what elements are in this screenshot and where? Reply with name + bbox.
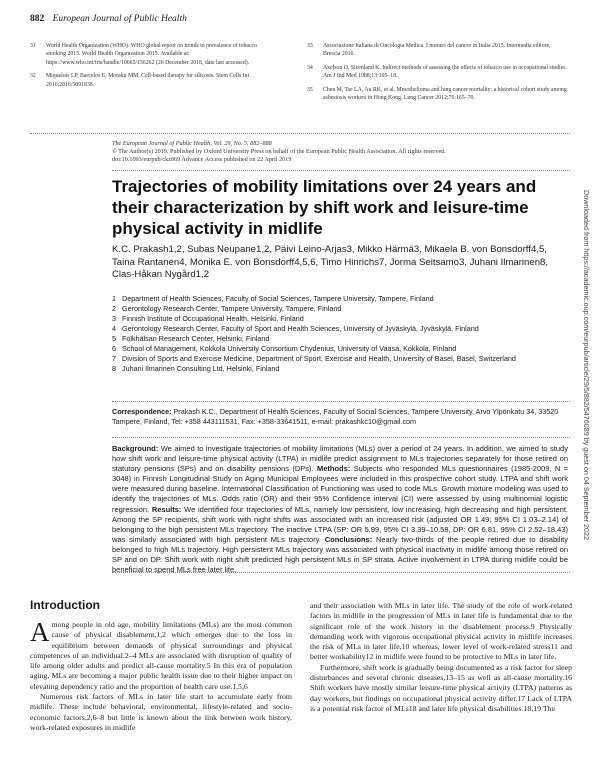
paragraph: and their association with MLs in later life. The study of the role of work-related factors in midlife in the progression of MLs in later life is fundamental due to the significant role of the work history in the disablement process.9 Physically demanding work with vigorous occupational physical activity in midlife increases the risk of MLs in later life,10 whereas, lower level of work-related stress11 and better workability12 in midlife were found to be protective to MLs in later life.: [310, 601, 572, 662]
affiliation-item: 7 Division of Sports and Exercise Medicine, Department of Sport, Exercise and Health, University of Basel, Basel, Switzerland: [112, 354, 516, 363]
reference-item: 31 World Health Organization (WHO). WHO global report on trends in prevalence of tobacco smoking 2015. World Health Organization 2015. Available at: https://www.who.int/iris/handle/10665/156262 (26 December 2018, date last accessed).: [30, 43, 257, 66]
article-title: Trajectories of mobility limitations over 24 years and their characterization by shift work and leisure-time physical activity in midlife: [112, 177, 537, 238]
reference-item: 33 Associazione Italiana di Oncologia Medica. I numeri del cancro in Italia 2015. Intermedia editore, Brescia 2016.: [307, 43, 551, 58]
affiliation-item: 1 Department of Health Sciences, Faculty of Social Sciences, Tampere University, Tampere, Finland: [112, 294, 434, 303]
section-heading: Introduction: [30, 598, 100, 612]
affiliation-item: 2 Gerontology Research Center, Tampere University, Tampere, Finland: [112, 304, 342, 313]
dotted-divider: [112, 572, 570, 573]
paragraph: Among people in old age, mobility limitations (MLs) are the most common cause of physical disablement,1,2 which emerges due to the loss in equilibrium between demands of physical surroundings and physical competences of an individual.2–4 MLs are associated with disruption of quality of life among older adults and predict all-cause mortality.5 In this era of population aging, MLs are becoming a major public health issue due to their higher impact on elevating dependency ratio and the proportion of health care use.1,5,6: [30, 617, 292, 691]
journal-meta: [112, 140, 572, 165]
correspondence: Correspondence: Prakash K.C., Department of Health Sciences, Faculty of Social Sciences, Tampere University, Arvo Ylpönkatu 34, 33520 Tampere, Finland, Tel: +358 443111531, Fax: +358-33641511, e-mail: prakashkc10@gmail.com: [112, 407, 559, 426]
doi-line: doi:10.1093/eurpub/ckz069 Advance Access published on 22 April 2019: [112, 156, 292, 164]
abstract: Background: We aimed to investigate trajectories of mobility limitations (MLs) over a period of 24 years. In addition, we aimed to study how shift work and leisure-time physical activity (LTPA) in midlife predict assignment to MLs trajectories separately for those retired on statutory pensions (SPs) and on disability pensions (DPs). Methods: Subjects who responded MLs questionnaires (1985-2009, N = 3048) in Finnish Longitudinal Study on Aging Municipal Employees were included in this prospective cohort study. LTPA and shift work were measured during baseline. International Classification of Functioning was used to code MLs. Growth mixture modeling was used to identify the trajectories of MLs. Odds ratio (OR) and their 95% Confidence interval (CI) were assessed by using multinomial logistic regression. Results: We identified four trajectories of MLs, namely low persistent, low increasing, high decreasing and high persistent. Among the SP recipients, shift work with night shifts was associated with an increased risk (adjusted OR 1.49; 95% CI 1.03–2.14) of belonging to the high persistent MLs trajectory. The inactive LTPA (SP: OR 5.99, 95% CI 3.39–10.58, DP: OR 6.81, 95% CI 2.52–18.43) was similarly associated with high persistent MLs trajectory. Conclusions: Nearly two-thirds of the people retired due to disability belonged to high MLs trajectory. High persistent MLs trajectory was associated with physical inactivity in midlife among those retired on SP and on DP. Shift work with night shift predicted high persistent MLs in SP strata. Active involvement in LTPA during midlife could be beneficial to spend MLs free later life.: [112, 444, 568, 575]
references-left: [30, 42, 275, 94]
body-column-left: [30, 617, 292, 733]
journal-citation: The European Journal of Public Health, Vol. 29, No. 5, 882–888: [112, 140, 272, 147]
download-watermark: Downloaded from https://academic.oup.com/eurpub/article/29/5/882/5476089 by guest on 04 September 2022: [582, 190, 591, 541]
paragraph: Numerous risk factors of MLs in later life start to accumulate early from midlife. These include behavioral, environmental, lifestyle-related and socio-economic factors,2,6–8 but little is known about the link between work history, work-related exposures in midlife: [30, 692, 292, 732]
reference-item: 32 Miquelois LP, Barcelos E, Moraku MM. Cell-based therapy for silicosis. Stem Cells Int 2016;2016:5091838.: [30, 73, 250, 88]
body-column-right: [310, 601, 572, 714]
affiliation-item: 8 Juhani Ilmarinen Consulting Ltd, Helsinki, Finland: [112, 364, 280, 373]
running-header: [30, 14, 187, 24]
affiliation-list: [112, 294, 567, 374]
affiliation-item: 6 School of Management, Kokkola University Consortium Chydenius, University of Vaasa, Kokkola, Finland: [112, 344, 457, 353]
journal-name: European Journal of Public Health: [52, 14, 187, 24]
paragraph: Furthermore, shift work is gradually being documented as a risk factor for sleep disturbances and several chronic diseases,13–15 as well as all-cause mortality.16 Shift workers have mostly similar leisure-time physical activity (LTPA) patterns as day workers, but findings on occupational physical activity differ.17 Lack of LTPA is a potential risk factor of MLs18 and later life physical disabilities.18,19 The: [310, 662, 572, 713]
page-number: 882: [30, 14, 45, 24]
dotted-divider: [112, 401, 570, 402]
dotted-divider: [112, 170, 570, 171]
affiliation-item: 4 Gerontology Research Center, Faculty of Sport and Health Sciences, University of Jyväskylä, Jyväskylä, Finland: [112, 324, 479, 333]
dotted-divider: [30, 133, 570, 134]
author-list: K.C. Prakash1,2, Subas Neupane1,2, Päivi Leino-Arjas3, Mikko Härmä3, Mikaela B. von Bonsdorff4,5, Taina Rantanen4, Monika E. von Bonsdorff4,5,6, Timo Hinrichs7, Jorma Seitsamo3, Juhani Ilmarinen8, Clas-Håkan Nygård1,2: [112, 244, 549, 280]
reference-item: 35 Chen M, Tse LA, Au RK, et al. Mesothelioma and lung cancer mortality: a historical cohort study among asbestosis workers in Hong Kong. Lung Cancer 2012;76:165–70.: [307, 86, 567, 102]
reference-item: 34 Axelson O, Steenland K. Indirect methods of assessing the effects of tobacco use in occupational studies. Am J Ind Med 1988;13:105–18.: [307, 64, 567, 80]
affiliation-item: 3 Finnish Institute of Occupational Health, Helsinki, Finland: [112, 314, 304, 323]
references-right: [307, 42, 569, 107]
dotted-divider: [112, 437, 570, 438]
drop-cap: A: [30, 617, 50, 647]
affiliation-item: 5 Folkhälsan Research Center, Helsinki, Finland: [112, 334, 270, 343]
copyright-line: © The Author(s) 2019. Published by Oxford University Press on behalf of the European Public Health Association. All rights reserved.: [112, 148, 446, 156]
